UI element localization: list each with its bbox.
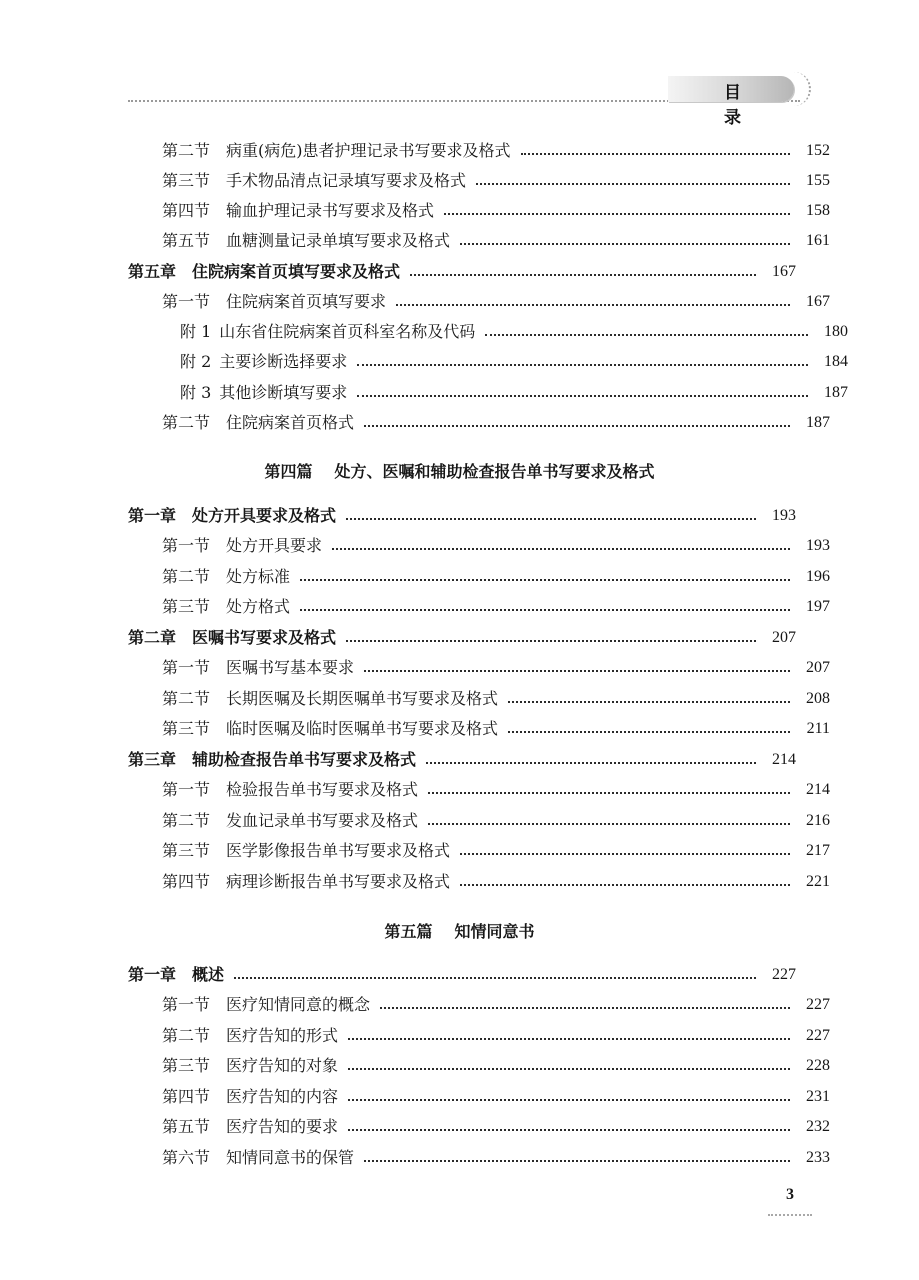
toc-entry-number: 第三节 [162,597,211,616]
toc-entry-title: 发血记录单书写要求及格式 [226,811,419,830]
toc-entry-number: 第一节 [162,536,211,555]
toc-section-entry[interactable] [128,563,830,591]
dot-leader [460,884,790,886]
toc-entry-label [162,409,354,437]
toc-entry-number: 第二节 [162,811,211,830]
dot-leader [460,243,790,245]
toc-entry-page: 217 [806,842,830,859]
toc-entry-page: 231 [806,1088,830,1105]
toc-entry-label [162,868,450,896]
toc-entry-number: 第二节 [162,413,211,432]
dot-leader [364,425,790,427]
dot-leader [300,609,790,611]
dot-leader [357,395,808,397]
toc-entry-label [162,776,418,804]
toc-entry-title: 医疗告知的内容 [226,1087,339,1106]
toc-entry-label [162,991,370,1019]
dot-leader [410,274,756,276]
dot-leader [396,304,790,306]
dot-leader [332,548,790,550]
dot-leader [348,1068,790,1070]
toc-entry-title: 检验报告单书写要求及格式 [226,780,419,799]
dot-leader [428,792,790,794]
toc-entry-title: 医嘱书写基本要求 [226,658,355,677]
toc-entry-title: 长期医嘱及长期医嘱单书写要求及格式 [226,689,499,708]
toc-section-entry[interactable] [128,807,830,835]
toc-entry-number: 第一节 [162,780,211,799]
toc-entry-label [162,197,434,225]
toc-section-entry[interactable] [128,868,830,896]
toc-entry-label [128,746,416,774]
toc-entry-label [162,137,511,165]
part-number: 第五篇 [384,922,433,941]
toc-entry-page: 214 [772,751,796,768]
toc-entry-page: 196 [806,568,830,585]
toc-entry-title: 知情同意书的保管 [226,1148,355,1167]
toc-entry-title: 医疗告知的形式 [226,1026,339,1045]
toc-entry-page: 211 [806,720,830,737]
dot-leader [426,762,756,764]
toc-entry-title: 住院病案首页格式 [226,413,355,432]
toc-entry-label [162,685,498,713]
toc-entry-title: 医疗告知的要求 [226,1117,339,1136]
toc-entry-title: 医疗知情同意的概念 [226,995,371,1014]
toc-entry-number: 附 1 [180,322,212,341]
toc-entry-title: 其他诊断填写要求 [219,383,348,402]
toc-entry-page: 187 [824,384,848,401]
toc-entry-label [162,654,354,682]
toc-entry-label [180,318,475,346]
toc-entry-number: 第二节 [162,567,211,586]
toc-entry-title: 处方开具要求 [226,536,323,555]
toc-entry-label [162,532,322,560]
toc-entry-number: 第二章 [128,628,177,647]
toc-entry-page: 207 [772,629,796,646]
toc-entry-page: 187 [806,414,830,431]
toc-entry-page: 232 [806,1118,830,1135]
toc-section-entry[interactable] [128,1083,830,1111]
toc-entry-number: 第一章 [128,965,177,984]
toc-entry-title: 住院病案首页填写要求 [226,292,387,311]
toc-entry-title: 山东省住院病案首页科室名称及代码 [219,322,476,341]
toc-entry-label [162,1052,338,1080]
toc-section-entry[interactable] [128,685,830,713]
toc-entry-number: 第一节 [162,292,211,311]
dot-leader [346,518,756,520]
toc-chapter-entry[interactable] [128,746,796,774]
toc-entry-label [180,379,347,407]
toc-appendix-entry[interactable] [128,379,848,407]
page-title: 目 录 [724,83,755,128]
part-number: 第四篇 [264,462,313,481]
toc-entry-number: 第三节 [162,719,211,738]
toc-entry-title: 住院病案首页填写要求及格式 [192,262,401,281]
toc-entry-page: 207 [806,659,830,676]
toc-entry-label [128,502,336,530]
toc-entry-page: 167 [772,263,796,280]
toc-section-entry[interactable] [128,837,830,865]
toc-appendix-entry[interactable] [128,348,848,376]
toc-entry-label [162,1083,338,1111]
toc-chapter-entry[interactable] [128,502,796,530]
toc-section-entry[interactable] [128,1022,830,1050]
toc-entry-label [162,593,290,621]
footer-ornament [768,1214,812,1216]
toc-entry-page: 158 [806,202,830,219]
toc-entry-number: 第五节 [162,1117,211,1136]
toc-entry-page: 184 [824,353,848,370]
toc-entry-number: 第三节 [162,171,211,190]
header-ornament [793,72,811,106]
toc-entry-label [162,807,418,835]
toc-entry-label [162,167,466,195]
dot-leader [357,364,808,366]
toc-section-entry[interactable] [128,197,830,225]
dot-leader [300,579,790,581]
toc-entry-page: 152 [806,142,830,159]
dot-leader [348,1129,790,1131]
toc-entry-page: 227 [806,996,830,1013]
toc-appendix-entry[interactable] [128,318,848,346]
toc-entry-page: 233 [806,1149,830,1166]
toc-entry-number: 第四节 [162,872,211,891]
toc-entry-title: 医嘱书写要求及格式 [192,628,337,647]
toc-section-entry[interactable] [128,137,830,165]
dot-leader [460,853,790,855]
toc-entry-page: 228 [806,1057,830,1074]
dot-leader [348,1038,790,1040]
toc-section-entry[interactable] [128,991,830,1019]
toc-section-entry[interactable] [128,654,830,682]
toc-entry-label [162,1113,338,1141]
toc-entry-page: 167 [806,293,830,310]
toc-entry-page: 216 [806,812,830,829]
page-number: 3 [786,1186,794,1203]
toc-entry-page: 227 [806,1027,830,1044]
toc-entry-number: 第三章 [128,750,177,769]
part-heading [0,459,919,482]
toc-entry-number: 附 3 [180,383,212,402]
toc-entry-title: 病重(病危)患者护理记录书写要求及格式 [226,141,511,160]
toc-entry-title: 医学影像报告单书写要求及格式 [226,841,451,860]
toc-entry-number: 第一章 [128,506,177,525]
toc-entry-title: 处方开具要求及格式 [192,506,337,525]
toc-entry-title: 处方格式 [226,597,291,616]
dot-leader [428,823,790,825]
toc-entry-number: 第一节 [162,995,211,1014]
toc-entry-page: 221 [806,873,830,890]
toc-entry-number: 第二节 [162,1026,211,1045]
toc-entry-label [162,563,290,591]
toc-entry-label [180,348,347,376]
toc-entry-page: 193 [772,507,796,524]
dot-leader [521,153,790,155]
toc-section-entry[interactable] [128,532,830,560]
toc-entry-page: 161 [806,232,830,249]
toc-entry-label [128,258,400,286]
toc-entry-number: 第四节 [162,201,211,220]
toc-entry-label [162,715,498,743]
toc-entry-title: 输血护理记录书写要求及格式 [226,201,435,220]
toc-chapter-entry[interactable] [128,961,796,989]
toc-entry-label [162,227,450,255]
toc-entry-label [162,288,386,316]
dot-leader [508,731,790,733]
toc-entry-page: 193 [806,537,830,554]
toc-section-entry[interactable] [128,288,830,316]
part-title: 处方、医嘱和辅助检查报告单书写要求及格式 [334,462,655,481]
toc-entry-number: 第六节 [162,1148,211,1167]
dot-leader [380,1007,790,1009]
toc-section-entry[interactable] [128,167,830,195]
dot-leader [485,334,808,336]
toc-entry-title: 手术物品清点记录填写要求及格式 [226,171,467,190]
toc-entry-page: 180 [824,323,848,340]
dot-leader [348,1099,790,1101]
toc-entry-title: 概述 [192,965,225,984]
dot-leader [234,977,756,979]
toc-entry-label [128,624,336,652]
toc-entry-number: 第二节 [162,689,211,708]
toc-entry-number: 第三节 [162,1056,211,1075]
toc-entry-number: 第一节 [162,658,211,677]
dot-leader [476,183,790,185]
toc-entry-number: 第五章 [128,262,177,281]
toc-entry-page: 155 [806,172,830,189]
toc-entry-title: 病理诊断报告单书写要求及格式 [226,872,451,891]
toc-entry-number: 第四节 [162,1087,211,1106]
toc-entry-title: 临时医嘱及临时医嘱单书写要求及格式 [226,719,499,738]
toc-entry-label [128,961,224,989]
toc-chapter-entry[interactable] [128,258,796,286]
toc-entry-label [162,1022,338,1050]
toc-section-entry[interactable] [128,1113,830,1141]
dot-leader [444,213,790,215]
toc-entry-number: 第二节 [162,141,211,160]
dot-leader [364,1160,790,1162]
header-tab [668,76,794,128]
toc-entry-title: 辅助检查报告单书写要求及格式 [192,750,417,769]
toc-entry-label [162,1144,354,1172]
toc-section-entry[interactable] [128,1144,830,1172]
toc-entry-page: 197 [806,598,830,615]
toc-entry-title: 处方标准 [226,567,291,586]
toc-section-entry[interactable] [128,715,830,743]
dot-leader [346,640,756,642]
toc-entry-title: 医疗告知的对象 [226,1056,339,1075]
toc-entry-page: 208 [806,690,830,707]
toc-entry-title: 主要诊断选择要求 [219,352,348,371]
part-heading [0,919,919,942]
toc-entry-page: 227 [772,966,796,983]
toc-chapter-entry[interactable] [128,624,796,652]
toc-entry-title: 血糖测量记录单填写要求及格式 [226,231,451,250]
dot-leader [364,670,790,672]
toc-entry-page: 214 [806,781,830,798]
toc-entry-label [162,837,450,865]
toc-section-entry[interactable] [128,593,830,621]
dot-leader [508,701,790,703]
part-title: 知情同意书 [454,922,535,941]
toc-section-entry[interactable] [128,776,830,804]
toc-entry-number: 第三节 [162,841,211,860]
toc-section-entry[interactable] [128,1052,830,1080]
toc-section-entry[interactable] [128,409,830,437]
toc-entry-number: 附 2 [180,352,212,371]
toc-entry-number: 第五节 [162,231,211,250]
toc-section-entry[interactable] [128,227,830,255]
